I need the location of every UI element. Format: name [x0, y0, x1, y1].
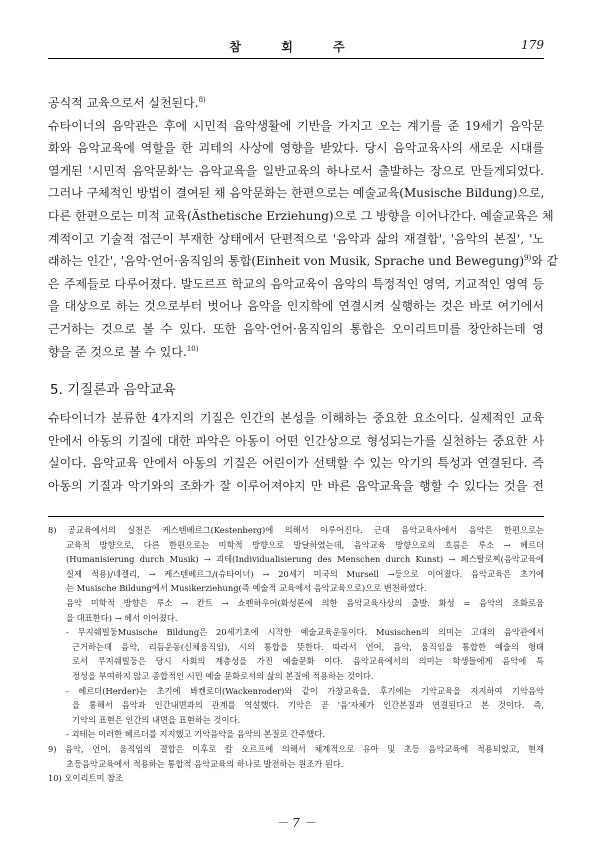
footnote-line: 초등음악교육에서 적용하는 통합적 음악교육의 하나로 발전하는 원조가 된다. — [66, 758, 344, 769]
footnote-line: 근거하는데 음악, 리듬운동(신체움직임), 시의 통합을 뜻한다. 따라서 언어, 음악, 움직임을 통합한 예술의 형태 — [72, 641, 544, 652]
header-page-number: 179 — [521, 38, 544, 52]
paragraph-line: 화와 음악교육에 역할을 한 괴테의 사상에 영향을 받았다. 당시 음악교육사의 새로운 시대를 — [48, 141, 544, 156]
footnote-line: 교육적 방향으로, 다른 한편으로는 미학적 방향으로 발달하였는데, 음악교육 방향으로의 흐름은 루소 → 헤르더 — [66, 539, 544, 550]
footnote-ref-10[interactable]: 10) — [186, 344, 199, 353]
paragraph-line: 실이다. 음악교육 안에서 아동의 기질은 어린이가 선택할 수 있는 악기의 특성과 연결된다. 즉 — [48, 456, 544, 471]
footnote-line: 을 대표한다) → 헤서 이어졌다. — [66, 612, 178, 623]
footnote-ref-9[interactable]: 9) — [524, 254, 532, 263]
footnote-line: - 헤르더(Herder)는 초기에 봐켄로더(Wackenroder)와 같이 가창교육을, 후기에는 기악교육을 지지하여 기악음악 — [66, 685, 544, 696]
footnote-line: - 괴테는 이러한 헤르더를 지지했고 기악음악을 음악의 본질로 간주했다. — [66, 729, 325, 740]
paragraph-line: 슈타이너의 음악관은 후에 시민적 음악생활에 기반을 가지고 오는 계기를 준 19세기 음악문 — [48, 118, 544, 133]
paragraph-line: 다른 한편으로는 미적 교육(Ästhetische Erziehung)으로 그 방향을 이어나간다. 예술교육은 체 — [48, 208, 554, 223]
footnote-line: - 무지쉐빌둥Musische Bildung은 20세기초에 시작한 예술교육운동이다. Musischen의 의미는 고대의 음악관에서 — [66, 627, 544, 638]
paragraph-line: 슈타이너가 분류한 4가지의 기질은 인간의 본성을 이해하는 중요한 요소이다. 실제적인 교육 — [48, 411, 544, 426]
paragraph-line: 공식적 교육으로서 실천된다.$^{8)}$ — [48, 96, 206, 110]
footer-page-number: － 7 － — [276, 816, 316, 830]
footnote-ref-8[interactable]: 8) — [198, 96, 206, 104]
footnote-line: 로서 무지쉐빌둥은 당시 사회의 계층성을 가진 예술문화 이다. 음악교육에서의 의미는 학생들에게 음악에 특 — [72, 656, 544, 667]
paragraph-line: 아동의 기질과 악기와의 조화가 잘 이루어져야지 만 바른 음악교육을 행할 수 있다는 것을 전 — [48, 478, 544, 493]
paragraph-line: 은 주제들로 다루어졌다. 발도르프 학교의 음악교육이 음악의 특정적인 영역, 기교적인 영역 등 — [48, 276, 544, 291]
paragraph-line: 계적이고 기술적 접근이 부재한 상태에서 단편적으로 '음악과 삶의 재결합', '음악의 본질', '노 — [48, 231, 544, 246]
footnote-line: 실제 적용)/네겔리, → 케스텐베르그/(슈타이너) → 20세기 미국의 Mursell →등으로 이어졌다. 음악교육은 초기에 — [66, 568, 544, 579]
paragraph-line: 열게된 '시민적 음악문화'는 음악교육을 일반교육의 하나로서 출발하는 장으로 만들게되었다. — [48, 163, 544, 178]
body-text — [48, 92, 559, 498]
paragraph-line: 근거하는 것으로 볼 수 있다. 또한 음악·언어·움직임의 통합은 오이리트미를 창안하는데 영 — [48, 321, 544, 336]
footnotes — [48, 516, 544, 786]
footnote-line: 정성을 부여하지 않고 종합적인 시민 예술 문화로서의 삶의 본질에 적용하는 것이다. — [72, 670, 374, 681]
footnote-line: 8) 공교육에서의 실천은 케스텐베르그(Kestenberg)에 의해서 이루어진다. 근대 음악교육사에서 음악은 한편으로는 — [48, 525, 544, 535]
footnote-line: 음악 미학적 방향은 루소 → 칸트 → 쇼펜하우어(화성론에 의한 음악교육사상의 출발. 화성 = 음악의 조화로움 — [66, 597, 544, 608]
footnote-line: 10) 오이리트미 참조 — [48, 773, 124, 784]
paragraph-line: 그러나 구체적인 방법이 결여된 채 음악문화는 한편으로는 예술교육(Musische Bildung)으로, — [48, 186, 545, 201]
header-rule — [48, 58, 544, 59]
section-heading: 5. 기질론과 음악교육 — [50, 382, 176, 399]
footnote-line: 을 통해서 음악과 인간내면과의 관계를 역설했다. 기악은 곧 '음'자체가 인간본질과 연결된다고 본 것이다. 즉, — [72, 700, 544, 711]
paragraph-line: 래하는 인간', '음악·언어·움직임의 통합(Einheit von Musik, Sprache und Bewegung)$^{9)}$와 같 — [48, 254, 559, 269]
paragraph-line: 을 대상으로 하는 것으로부터 벗어나 음악을 인지학에 연결시켜 실행하는 것은 바로 여기에서 — [48, 299, 544, 314]
running-title: 참 회 주 — [229, 40, 363, 54]
paragraph-line: 안에서 아동의 기질에 대한 파악은 아동이 어떤 인간상으로 형성되는가를 실천하는 중요한 사 — [48, 433, 544, 448]
footnote-line: 기악의 표현은 인간의 내면을 표현하는 것이다. — [72, 714, 241, 725]
footnote-line: 는 Musische Bildung에서 Musikerziehung(즉 예술적 교육에서 음악교육으로)으로 변천하였다. — [66, 583, 427, 594]
footnote-line: (Humanisierung durch Musik) → 괴테(Individualisierung des Menschen durch Kunst) → 페스탈로찌(음악교육에 — [66, 554, 544, 565]
paragraph-line: 향을 준 것으로 볼 수 있다.$^{10)}$ — [48, 344, 199, 359]
footnote-line: 9) 음악, 언어, 움직임의 결합은 이후로 칼 오르프에 의해서 체계적으로 유아 및 초등 음악교육에 적용되었고, 현재 — [48, 743, 544, 754]
page-header — [48, 34, 544, 60]
